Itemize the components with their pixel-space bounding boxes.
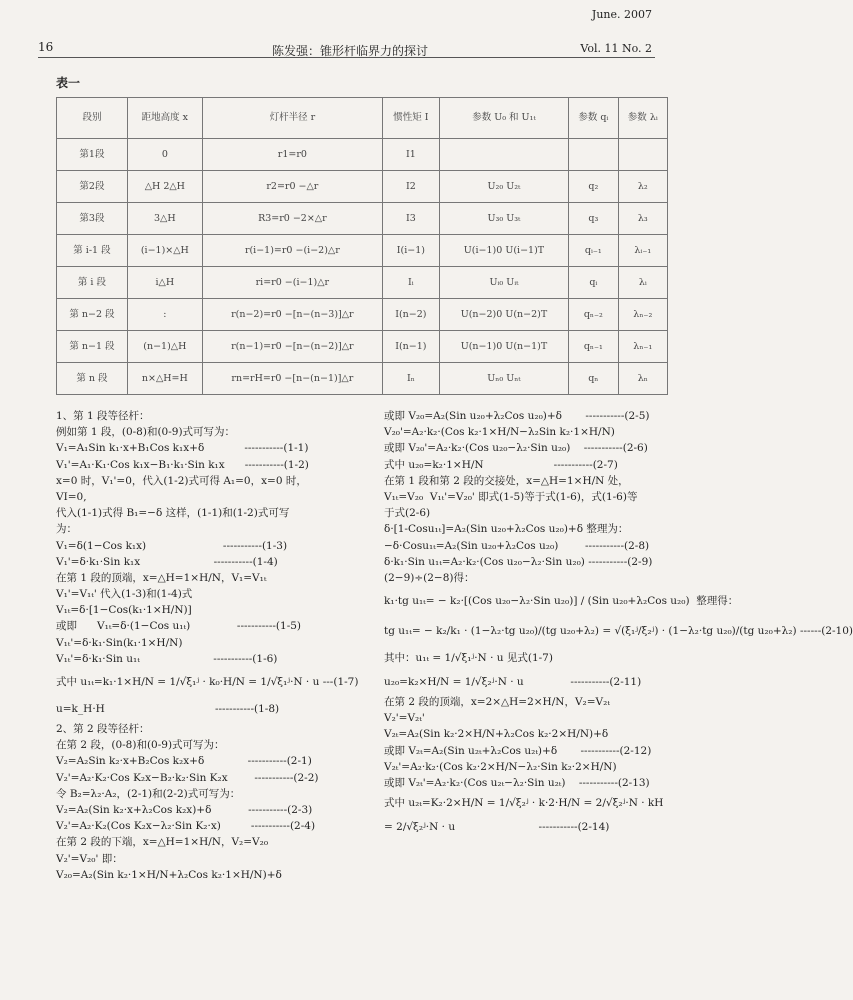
table-cell: 0 [127, 139, 202, 171]
table-header-cell: 灯杆半径 r [202, 98, 382, 139]
table-cell: U(i−1)0 U(i−1)T [439, 235, 568, 267]
table-cell: U(n−2)0 U(n−2)T [439, 299, 568, 331]
table-cell: i△H [127, 267, 202, 299]
table-cell: λₙ₋₁ [618, 331, 667, 363]
table-cell: qₙ₋₁ [569, 331, 618, 363]
table-cell: r2=r0 −△r [202, 171, 382, 203]
text-line: 在第 2 段的顶端，x=2×△H=2×H/N，V₂=V₂ₜ [384, 696, 610, 709]
left-column [56, 408, 359, 883]
table-cell: λᵢ [618, 267, 667, 299]
table-cell: Uₙ₀ Uₙₜ [439, 363, 568, 395]
table-cell: r(n−1)=r0 −[n−(n−2)]△r [202, 331, 382, 363]
text-line: 代入(1-1)式得 B₁=−δ 这样，(1-1)和(1-2)式可写 [56, 507, 290, 520]
right-column [384, 408, 853, 839]
equation-line: V₁'=δ·k₁·Sin k₁x -----------(1-4) [56, 555, 278, 568]
volume-number: Vol. 11 No. 2 [580, 42, 652, 55]
table-header-cell: 惯性矩 I [382, 98, 439, 139]
equation-line: 或即 V₂ₜ'=A₂·k₂·(Cos u₂ₜ−λ₂·Sin u₂ₜ) -----------(2-13) [384, 777, 650, 789]
table-cell: λ₃ [618, 203, 667, 235]
table-cell: 第 n−2 段 [57, 299, 128, 331]
header-rule [38, 57, 655, 58]
equation-line: 或即 V₂ₜ=A₂(Sin u₂ₜ+λ₂Cos u₂ₜ)+δ -----------(2-12) [384, 744, 652, 757]
equation-line: V₁=A₁Sin k₁·x+B₁Cos k₁x+δ -----------(1-1) [56, 442, 309, 455]
table-cell: 第2段 [57, 171, 128, 203]
table-cell: r1=r0 [202, 139, 382, 171]
equation-line: V₂=A₂(Sin k₂·x+λ₂Cos k₂x)+δ -----------(2-3) [56, 803, 313, 816]
table-cell: △H 2△H [127, 171, 202, 203]
equation-line: V₁ₜ=δ·[1−Cos(k₁·1×H/N)] [56, 604, 192, 617]
running-title: 陈发强：锥形杆临界力的探讨 [271, 44, 428, 58]
text-line: 在第 1 段的顶端，x=△H=1×H/N，V₁=V₁ₜ [56, 571, 267, 584]
table-cell: I(i−1) [382, 235, 439, 267]
text-line: V₂'=V₂₀' 即： [56, 852, 123, 865]
table-header-row [57, 98, 668, 139]
table-cell: λₙ₋₂ [618, 299, 667, 331]
table-cell: λ₂ [618, 171, 667, 203]
equation-line: 或即 V₂₀'=A₂·k₂·(Cos u₂₀−λ₂·Sin u₂₀) -----------(2-6) [384, 442, 648, 455]
table-cell: 第 i 段 [57, 267, 128, 299]
equation-line: 或即 V₁ₜ=δ·(1−Cos u₁ₜ) -----------(1-5) [56, 620, 302, 633]
text-line: 为： [56, 523, 77, 536]
equation-line: V₂₀'=A₂·k₂·(Cos k₂·1×H/N−λ₂Sin k₂·1×H/N) [384, 426, 615, 439]
table-cell: I3 [382, 203, 439, 235]
equation-line: 其中：u₁ₜ = 1/√ξ₁ʲ·N · u 见式(1-7) [384, 652, 553, 665]
table-cell: rn=rH=r0 −[n−(n−1)]△r [202, 363, 382, 395]
equation-line: 式中 u₂₀=k₂·1×H/N -----------(2-7) [384, 458, 618, 471]
table-row [57, 235, 668, 267]
table-cell: n×△H=H [127, 363, 202, 395]
text-line: 令 B₂=λ₂·A₂，(2-1)和(2-2)式可写为： [56, 787, 241, 800]
equation-line: V₁ₜ'=δ·k₁·Sin u₁ₜ -----------(1-6) [56, 652, 278, 665]
table-cell: r(i−1)=r0 −(i−2)△r [202, 235, 382, 267]
equation-line: V₂₀=A₂(Sin k₂·1×H/N+λ₂Cos k₂·1×H/N)+δ [56, 868, 282, 881]
text-line: VI=0, [56, 490, 87, 503]
table-cell: r(n−2)=r0 −[n−(n−3)]△r [202, 299, 382, 331]
page-number: 16 [38, 40, 54, 54]
equation-line: = 2/√ξ₂ʲ·N · u -----------(2-14) [384, 821, 610, 834]
table-cell: I(n−1) [382, 331, 439, 363]
text-line: (2−9)÷(2−8)得： [384, 571, 475, 584]
equation-line: V₂'=V₂ₜ' [384, 712, 425, 725]
equation-line: V₂=A₂Sin k₂·x+B₂Cos k₂x+δ -----------(2-1) [56, 755, 312, 768]
equation-line: 或即 V₂₀=A₂(Sin u₂₀+λ₂Cos u₂₀)+δ -----------(2-5) [384, 410, 650, 422]
equation-line: V₂ₜ=A₂(Sin k₂·2×H/N+λ₂Cos k₂·2×H/N)+δ [384, 728, 609, 741]
table-header-cell: 段别 [57, 98, 128, 139]
table-cell: U₂₀ U₂ₜ [439, 171, 568, 203]
text-line: 1、第 1 段等径杆： [56, 410, 150, 422]
table-cell: λₙ [618, 363, 667, 395]
table-cell: Uᵢ₀ Uᵢₜ [439, 267, 568, 299]
equation-line: δ·[1-Cosu₁ₜ]=A₂(Sin u₂₀+λ₂Cos u₂₀)+δ 整理为： [384, 523, 629, 536]
table-header-cell: 参数 λᵢ [618, 98, 667, 139]
issue-date: June. 2007 [591, 8, 652, 21]
text-line: x=0 时，V₁'=0，代入(1-2)式可得 A₁=0，x=0 时， [56, 474, 307, 487]
table-cell: 第 n 段 [57, 363, 128, 395]
table-cell: I1 [382, 139, 439, 171]
table-cell: qᵢ [569, 267, 618, 299]
table-row [57, 267, 668, 299]
table-cell [439, 139, 568, 171]
table-cell: : [127, 299, 202, 331]
table-cell: (i−1)×△H [127, 235, 202, 267]
table-cell: λᵢ₋₁ [618, 235, 667, 267]
table-cell: q₂ [569, 171, 618, 203]
table-row [57, 363, 668, 395]
equation-line: V₂'=A₂·K₂·Cos K₂x−B₂·k₂·Sin K₂x -----------(2-2) [56, 771, 319, 784]
text-line: V₁'=V₁ₜ' 代入(1-3)和(1-4)式 [56, 588, 193, 601]
page-header [0, 0, 700, 60]
table-header-cell: 参数 qᵢ [569, 98, 618, 139]
equation-line: V₁'=A₁·K₁·Cos k₁x−B₁·k₁·Sin k₁x -----------(1-2) [56, 458, 309, 471]
table-cell: I2 [382, 171, 439, 203]
text-line: 2、第 2 段等径杆： [56, 723, 150, 735]
equation-line: δ·k₁·Sin u₁ₜ=A₂·k₂·(Cos u₂₀−λ₂·Sin u₂₀) -----------(2-9) [384, 555, 653, 568]
table-cell: qₙ₋₂ [569, 299, 618, 331]
table-cell: 第3段 [57, 203, 128, 235]
equation-line: tg u₁ₜ= − k₂/k₁ · (1−λ₂·tg u₂₀)/(tg u₂₀+λ₂) = √(ξ₁ʲ/ξ₂ʲ) · (1−λ₂·tg u₂₀)/(tg u₂₀+λ₂) ------(2-10) [384, 625, 853, 638]
table-cell: U(n−1)0 U(n−1)T [439, 331, 568, 363]
table-cell: qᵢ₋₁ [569, 235, 618, 267]
text-line: 在第 1 段和第 2 段的交接处，x=△H=1×H/N 处， [384, 474, 629, 487]
equation-line: k₁·tg u₁ₜ= − k₂·[(Cos u₂₀−λ₂·Sin u₂₀)] / (Sin u₂₀+λ₂Cos u₂₀) 整理得： [384, 595, 739, 608]
table-row [57, 203, 668, 235]
table-cell: Iᵢ [382, 267, 439, 299]
table-cell: 第1段 [57, 139, 128, 171]
table-cell: U₃₀ U₃ₜ [439, 203, 568, 235]
table-cell: I(n−2) [382, 299, 439, 331]
table-cell: (n−1)△H [127, 331, 202, 363]
text-line: 于式(2-6) [384, 507, 431, 520]
table-cell [569, 139, 618, 171]
text-line: 例如第 1 段，(0-8)和(0-9)式可写为： [56, 426, 236, 439]
parameter-table [56, 97, 668, 395]
table-cell [618, 139, 667, 171]
table-row [57, 331, 668, 363]
table-cell: q₃ [569, 203, 618, 235]
equation-line: V₁ₜ'=δ·k₁·Sin(k₁·1×H/N) [56, 636, 183, 649]
table-cell: Iₙ [382, 363, 439, 395]
equation-line: V₂'=A₂·K₂(Cos K₂x−λ₂·Sin K₂·x) -----------(2-4) [56, 820, 316, 833]
table-cell: ri=r0 −(i−1)△r [202, 267, 382, 299]
table-cell: R3=r0 −2×△r [202, 203, 382, 235]
table-cell: 第 n−1 段 [57, 331, 128, 363]
table-cell: 第 i-1 段 [57, 235, 128, 267]
text-line: 在第 2 段的下端，x=△H=1×H/N，V₂=V₂₀ [56, 836, 269, 849]
table-row [57, 299, 668, 331]
table-cell: qₙ [569, 363, 618, 395]
text-line: 在第 2 段，(0-8)和(0-9)式可写为： [56, 739, 225, 752]
table-header-cell: 距地高度 x [127, 98, 202, 139]
table-label: 表一 [56, 76, 81, 90]
table-cell: 3△H [127, 203, 202, 235]
equation-line: u₂₀=k₂×H/N = 1/√ξ₂ʲ·N · u -----------(2-11) [384, 676, 642, 689]
equation-line: V₂ₜ'=A₂·k₂·(Cos k₂·2×H/N−λ₂·Sin k₂·2×H/N) [384, 760, 617, 773]
text-line: V₁ₜ=V₂₀ V₁ₜ'=V₂₀' 即式(1-5)等于式(1-6)，式(1-6)等 [384, 490, 638, 503]
table-row [57, 171, 668, 203]
equation-line: 式中 u₂ₜ=K₂·2×H/N = 1/√ξ₂ʲ · k·2·H/N = 2/√ξ₂ʲ·N · kH [384, 797, 664, 810]
equation-line: V₁=δ(1−Cos k₁x) -----------(1-3) [56, 539, 288, 552]
equation-line: −δ·Cosu₁ₜ=A₂(Sin u₂₀+λ₂Cos u₂₀) -----------(2-8) [384, 539, 650, 552]
table-row [57, 139, 668, 171]
equation-line: 式中 u₁ₜ=k₁·1×H/N = 1/√ξ₁ʲ · k₀·H/N = 1/√ξ₁ʲ·N · u ---(1-7) [56, 676, 359, 688]
table-header-cell: 参数 U₀ 和 U₁ₜ [439, 98, 568, 139]
equation-line: u=k_H·H -----------(1-8) [56, 703, 280, 715]
